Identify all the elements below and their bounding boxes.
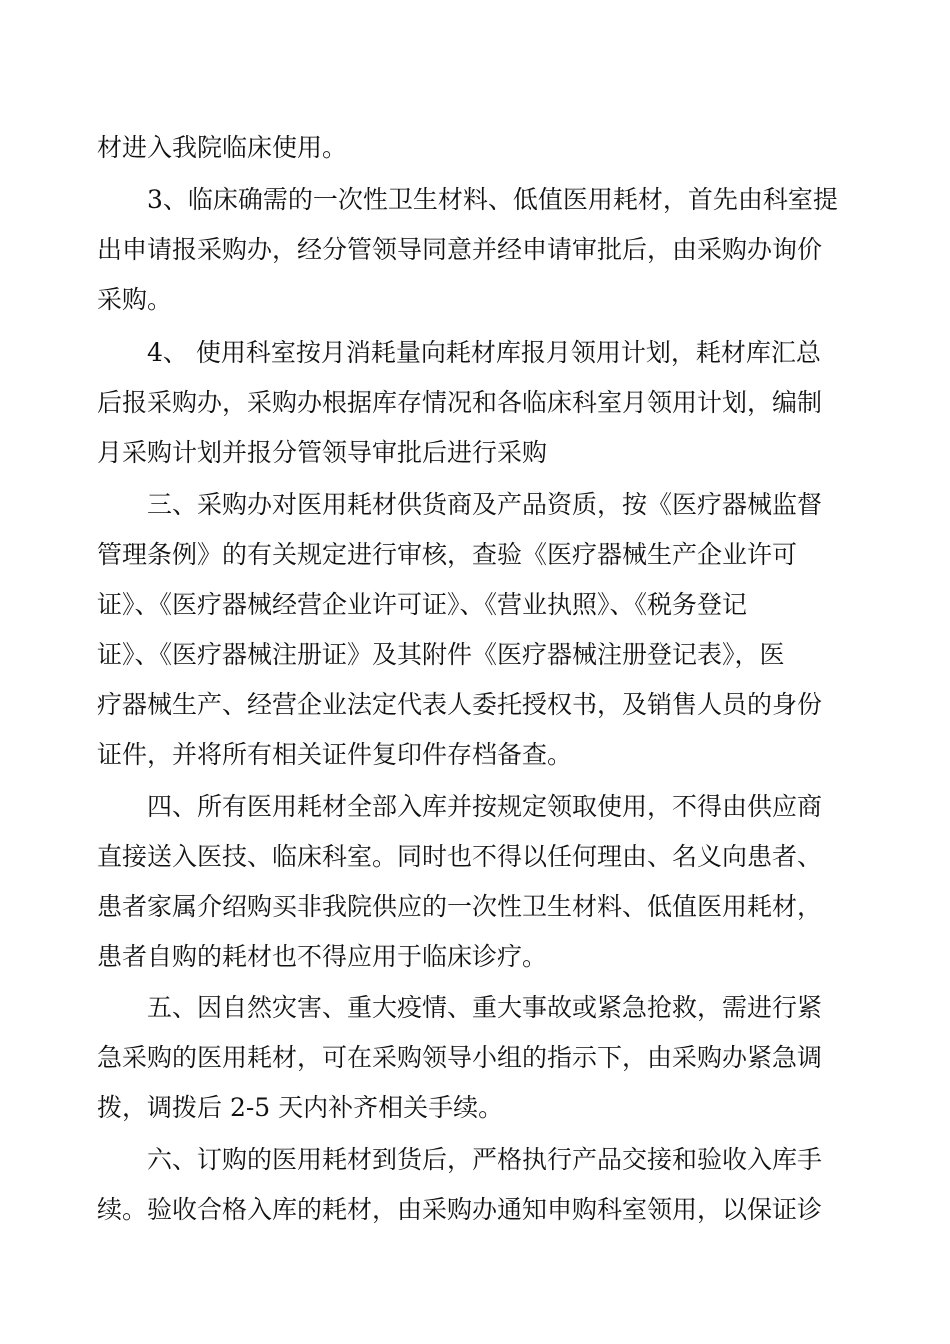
text-line: 急采购的医用耗材，可在采购领导小组的指示下，由采购办紧急调 [97,1043,823,1072]
text-line: 采购。 [97,285,173,314]
text-line: 续。验收合格入库的耗材，由采购办通知申购科室领用，以保证诊 [97,1195,823,1224]
text-line: 证》、《医疗器械注册证》及其附件《医疗器械注册登记表》，医 [97,640,785,669]
text-line: 后报采购办，采购办根据库存情况和各临床科室月领用计划，编制 [97,388,823,417]
text-line: 证》、《医疗器械经营企业许可证》、《营业执照》、《税务登记 [97,590,748,619]
text-line: 证件，并将所有相关证件复印件存档备查。 [97,740,573,769]
text-line: 管理条例》的有关规定进行审核，查验《医疗器械生产企业许可 [97,540,798,569]
paragraph-3-start: 3、临床确需的一次性卫生材料、低值医用耗材，首先由科室提 [147,185,838,214]
text-line: 患者自购的耗材也不得应用于临床诊疗。 [97,942,548,971]
text-line: 材进入我院临床使用。 [97,133,348,162]
text-line: 患者家属介绍购买非我院供应的一次性卫生材料、低值医用耗材， [97,892,823,921]
paragraph-4-start: 4、 使用科室按月消耗量向耗材库报月领用计划，耗材库汇总 [147,338,821,367]
text-line: 拨，调拨后 2-5 天内补齐相关手续。 [97,1093,504,1122]
text-line: 疗器械生产、经营企业法定代表人委托授权书，及销售人员的身份 [97,690,823,719]
section-3-start: 三、采购办对医用耗材供货商及产品资质，按《医疗器械监督 [147,490,823,519]
section-5-start: 五、因自然灾害、重大疫情、重大事故或紧急抢救，需进行紧 [147,993,823,1022]
text-line: 直接送入医技、临床科室。同时也不得以任何理由、名义向患者、 [97,842,823,871]
section-6-start: 六、订购的医用耗材到货后，严格执行产品交接和验收入库手 [147,1145,823,1174]
text-line: 月采购计划并报分管领导审批后进行采购 [97,438,548,467]
text-line: 出申请报采购办，经分管领导同意并经申请审批后，由采购办询价 [97,235,823,264]
section-4-start: 四、所有医用耗材全部入库并按规定领取使用，不得由供应商 [147,792,823,821]
